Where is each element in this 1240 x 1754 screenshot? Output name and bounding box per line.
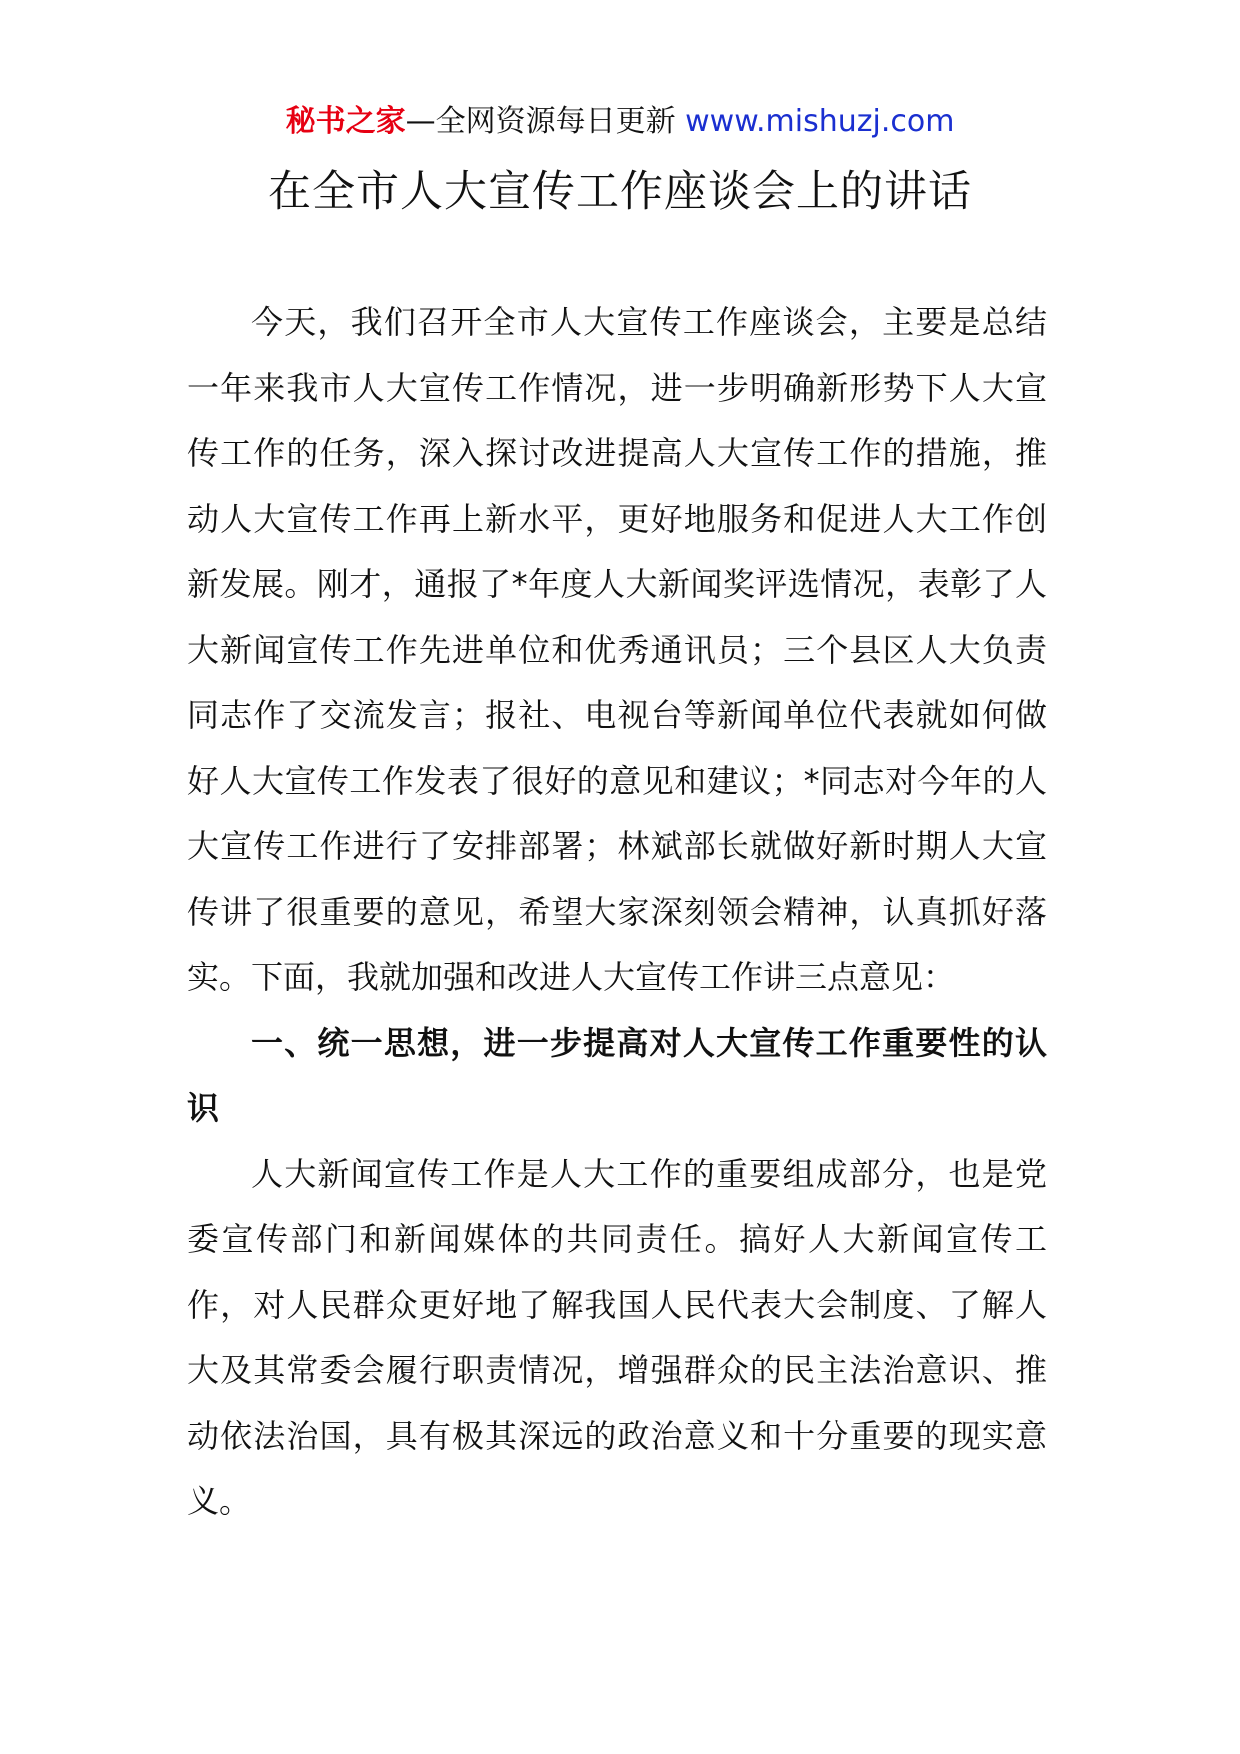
document-body [187,290,1047,1535]
site-url[interactable]: www.mishuzj.com [685,104,955,139]
header-slogan: —全网资源每日更新 [405,104,676,139]
brand-name: 秘书之家 [285,104,406,139]
site-header [0,100,1240,144]
intro-paragraph: 今天，我们召开全市人大宣传工作座谈会，主要是总结一年来我市人大宣传工作情况，进一步明确新形势下人大宣传工作的任务，深入探讨改进提高人大宣传工作的措施，推动人大宣传工作再上新水平，更好地服务和促进人大工作创新发展。刚才，通报了*年度人大新闻奖评选情况，表彰了人大新闻宣传工作先进单位和优秀通讯员；三个县区人大负责同志作了交流发言；报社、电视台等新闻单位代表就如何做好人大宣传工作发表了很好的意见和建议；*同志对今年的人大宣传工作进行了安排部署；林斌部长就做好新时期人大宣传讲了很重要的意见，希望大家深刻领会精神，认真抓好落实。下面，我就加强和改进人大宣传工作讲三点意见： [187,303,1047,996]
body-paragraph: 人大新闻宣传工作是人大工作的重要组成部分，也是党委宣传部门和新闻媒体的共同责任。搞好人大新闻宣传工作，对人民群众更好地了解我国人民代表大会制度、了解人大及其常委会履行职责情况，增强群众的民主法治意识、推动依法治国，具有极其深远的政治意义和十分重要的现实意义。 [187,1154,1047,1520]
document-title: 在全市人大宣传工作座谈会上的讲话 [268,167,972,217]
section-heading-1: 一、统一思想，进一步提高对人大宣传工作重要性的认识 [187,1023,1047,1127]
